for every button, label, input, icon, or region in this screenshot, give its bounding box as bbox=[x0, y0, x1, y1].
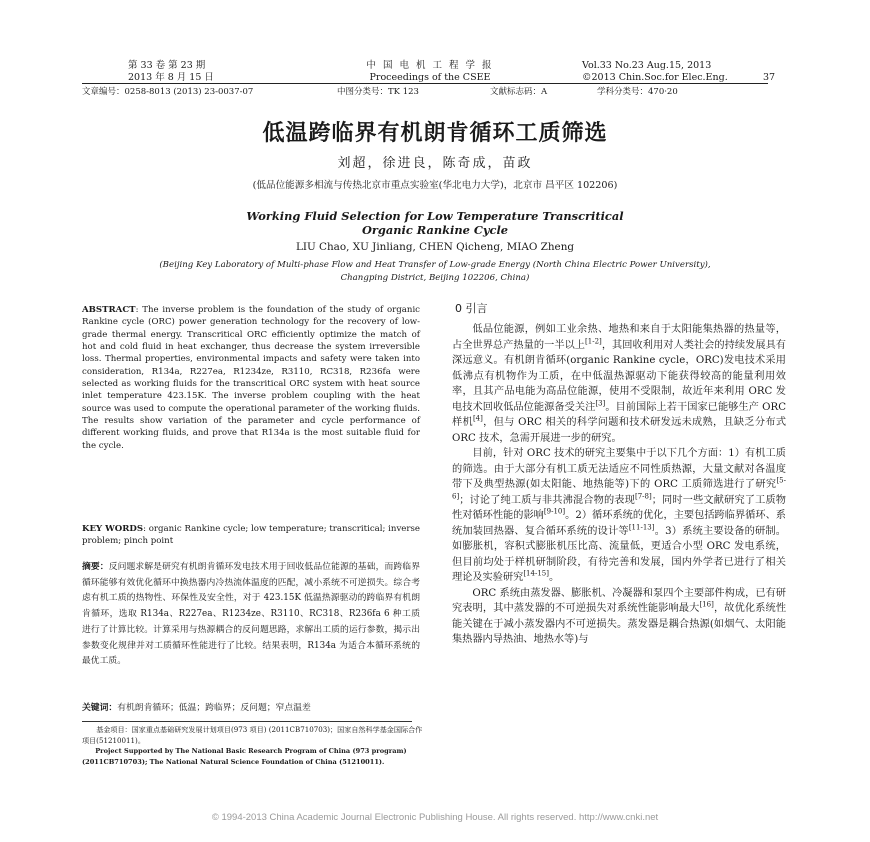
keywords-en-text: : organic Rankine cycle; low temperature; transcritical; inverse problem; pinch point bbox=[82, 524, 420, 547]
affiliation-cn: (低品位能源多相流与传热北京市重点实验室(华北电力大学)，北京市 昌平区 102206) bbox=[252, 180, 618, 191]
keywords-en-label: KEY WORDS bbox=[82, 524, 144, 534]
copyright-line: ©2013 Chin.Soc.for Elec.Eng. bbox=[582, 72, 728, 83]
citation: [9-10] bbox=[543, 507, 566, 516]
journal-name-en: Proceedings of the CSEE bbox=[369, 72, 491, 83]
affiliation-en-line2: Changping District, Beijing 102206, China) bbox=[340, 272, 530, 283]
keywords-cn bbox=[82, 702, 420, 714]
title-en-line2: Organic Rankine Cycle bbox=[361, 223, 509, 237]
abstract-cn bbox=[82, 560, 420, 670]
volume-info-en: Vol.33 No.23 Aug.15, 2013 bbox=[582, 60, 712, 71]
abstract-cn-label: 摘要： bbox=[82, 562, 109, 572]
citation: [3] bbox=[595, 399, 606, 408]
abstract-en bbox=[82, 304, 420, 452]
funding-cn: 基金项目：国家重点基础研究发展计划项目(973 项目) (2011CB710703)；国家自然科学基金国际合作项目(51210011)。 bbox=[82, 725, 423, 745]
title-cn: 低温跨临界有机朗肯循环工质筛选 bbox=[262, 121, 608, 146]
affiliation-en-line1: (Beijing Key Laboratory of Multi-phase Flow and Heat Transfer of Low-grade Energy (North China Electric Power University), bbox=[159, 260, 711, 270]
intro-paragraph-3: ORC 系统由蒸发器、膨胀机、冷凝器和泵四个主要部件构成，已有研究表明，其中蒸发器的不可逆损失对系统性能影响最大[16]，故优化系统性能关键在于减小蒸发器内不可逆损失。蒸发器是耦合热源(如烟气、太阳能集热器内导热油、地热水等)与 bbox=[452, 587, 787, 645]
citation: [14-15] bbox=[523, 569, 549, 578]
header-rule bbox=[82, 83, 768, 84]
authors-en: LIU Chao, XU Jinliang, CHEN Qicheng, MIAO Zheng bbox=[295, 241, 575, 253]
citation: [16] bbox=[699, 600, 714, 609]
intro-body bbox=[452, 322, 786, 648]
keywords-cn-label: 关键词： bbox=[82, 703, 118, 713]
document-code: 文献标志码：A bbox=[490, 87, 548, 97]
section-heading-intro: 0 引言 bbox=[455, 302, 488, 315]
citation: [1-2] bbox=[585, 337, 602, 346]
citation: [7-8] bbox=[634, 492, 652, 501]
running-header-left bbox=[128, 60, 214, 84]
volume-issue: 第 33 卷 第 23 期 bbox=[128, 60, 206, 71]
page-number: 37 bbox=[763, 72, 776, 83]
citation: [5-6] bbox=[452, 476, 786, 501]
authors-cn: 刘超，徐进良，陈奇成，苗政 bbox=[337, 156, 533, 171]
title-en-line1: Working Fluid Selection for Low Temperature Transcritical bbox=[246, 209, 624, 223]
clc-number: 中图分类号：TK 123 bbox=[337, 87, 419, 97]
citation: [4] bbox=[472, 414, 483, 423]
keywords-cn-text: 有机朗肯循环；低温；跨临界；反问题；窄点温差 bbox=[117, 703, 311, 713]
intro-paragraph-2: 目前，针对 ORC 技术的研究主要集中于以下几个方面：1）有机工质的筛选。由于大部分有机工质无法适应不同性质热源，大量文献对各温度带下及典型热源(如太阳能、地热能等)下的 ORC 工质筛选进行了研究[5-6]；讨论了纯工质与非共沸混合物的表现[7-8]；同时一些文献研究了工质物性对循环性能的影响[9-10]。2）循环系统的优化，主要包括跨临界循环、系统加装回热器、复合循环系统的设计等[11-13]。3）系统主要设备的研制。如膨胀机，容积式膨胀机压比高、流量低，更适合小型 ORC 发电系统，但目前均处于样机研制阶段，有待完善和发展，国内外学者已进行了相关理论及实验研究[14-15]。 bbox=[452, 448, 786, 583]
cnki-copyright-footer: © 1994-2013 China Academic Journal Electronic Publishing House. All rights reserved. http://www.cnki.net bbox=[211, 812, 659, 823]
abstract-en-label: ABSTRACT bbox=[82, 305, 136, 315]
article-number: 文章编号：0258-8013 (2013) 23-0037-07 bbox=[82, 87, 254, 97]
citation: [11-13] bbox=[628, 523, 655, 532]
title-en bbox=[120, 209, 750, 237]
intro-paragraph-1: 低品位能源，例如工业余热、地热和来自于太阳能集热器的热量等，占全世界总产热量的一半以上[1-2]，其回收利用对人类社会的持续发展具有深远意义。有机朗肯循环(organic Rankine cycle，ORC)发电技术采用低沸点有机物作为工质，在中低温热源驱动下能获得较高的能量利用效率，且其产品电能为高品位能源，使用不受限制，故近年来利用 ORC 发电技术回收低品位能源备受关注[3]。目前国际上若干国家已能够生产 ORC 样机[4]，但与 ORC 相关的科学问题和技术研发远未成熟，且缺乏分布式 ORC 技术，急需开展进一步的研究。 bbox=[452, 324, 787, 444]
subject-code: 学科分类号：470·20 bbox=[597, 87, 678, 97]
running-header-center bbox=[300, 60, 560, 84]
journal-name-cn: 中 国 电 机 工 程 学 报 bbox=[366, 60, 494, 71]
abstract-en-text: : The inverse problem is the foundation of the study of organic Rankine cycle (ORC) power generation technology for the recovery of low-grade thermal energy. Transcritical ORC efficiently optimize the match of hot and cold fluid in heat exchanger, thus decrease the system irreversible loss. Thermal properties, environmental impacts and safety were taken into consideration, R134a, R227ea, R1234ze, R3110, RC318, R236fa were selected as working fluids for the transcritical ORC system with heat source inlet temperature 423.15K. The inverse problem coupling with the heat source was used to compute the operational parameter of the working fluids. The results show variation of the parameter and cycle performance of different working fluids, and prove that R134a is the most suitable fluid for the cycle. bbox=[82, 305, 420, 451]
funding-en: Project Supported by The National Basic Research Program of China (973 program) (2011CB710703); The National Natural Science Foundation of China (51210011). bbox=[82, 747, 407, 766]
footnote-rule bbox=[82, 721, 412, 722]
funding-note bbox=[82, 725, 428, 767]
affiliation-en bbox=[70, 259, 800, 284]
keywords-en bbox=[82, 523, 420, 548]
issue-date: 2013 年 8 月 15 日 bbox=[128, 72, 214, 83]
running-header-right bbox=[582, 60, 728, 84]
abstract-cn-text: 反问题求解是研究有机朗肯循环发电技术用于回收低品位能源的基础，而跨临界循环能够有效优化循环中换热器内冷热流体温度的匹配，减小系统不可逆损失。综合考虑有机工质的热物性、环保性及安全性，对于 423.15K 低温热源驱动的跨临界有机朗肯循环，选取 R134a、R227ea、R1234ze、R3110、RC318、R236fa 6 种工质进行了计算比较。计算采用与热源耦合的反问题思路，求解出工质的运行参数，揭示出参数变化规律并对工质循环性能进行了比较。结果表明，R134a 为适合本循环系统的最优工质。 bbox=[82, 562, 420, 667]
